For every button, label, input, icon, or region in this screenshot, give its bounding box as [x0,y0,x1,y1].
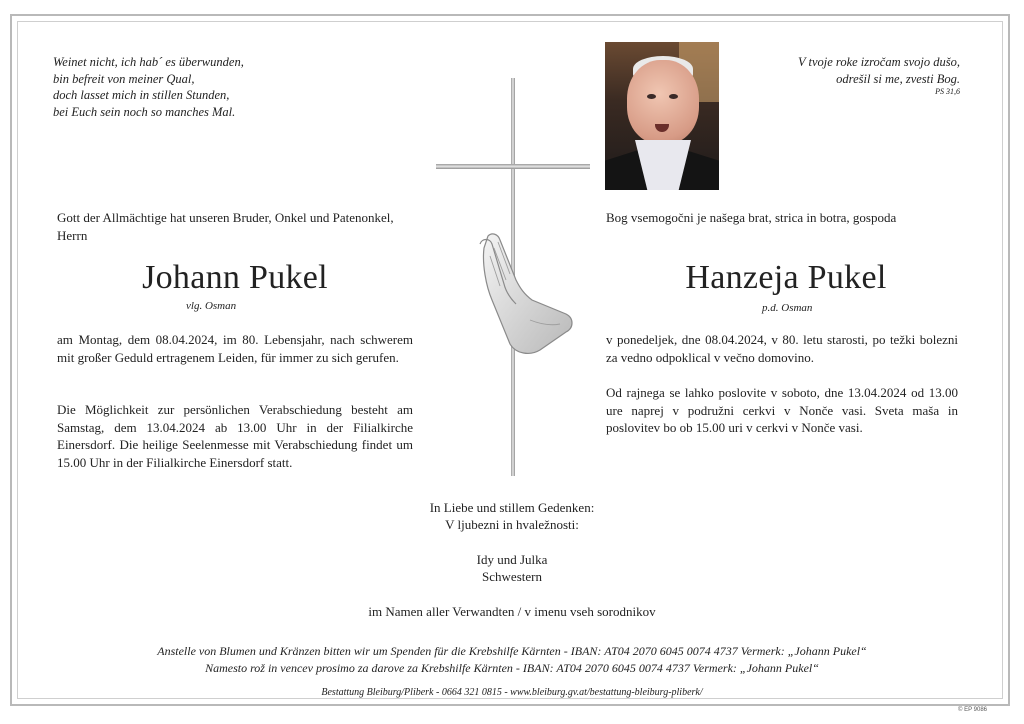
poem-line: Weinet nicht, ich hab´ es überwunden, [53,55,244,69]
poem-line: bin befreit von meiner Qual, [53,71,195,86]
mourner-names: Idy und Julka [476,552,548,567]
house-name-slovenian: p.d. Osman [762,302,813,314]
donation-request-german: Anstelle von Blumen und Kränzen bitten wir um Spenden für die Krebshilfe Kärnten - IBAN: AT04 2070 6045 0074 4737 Vermerk: „Johann Pukel“ [157,644,867,658]
portrait-photo [605,42,719,190]
donation-request-slovenian: Namesto rož in vencev prosimo za darove za Krebshilfe Kärnten - IBAN: AT04 2070 6045 0074 4737 Vermerk: „Johann Pukel“ [205,661,819,675]
funeral-home-footer: Bestattung Bleiburg/Pliberk - 0664 321 0815 - www.bleiburg.gv.at/bestattung-bleiburg-pliberk/ [321,687,703,698]
mourning-line-german: In Liebe und stillem Gedenken: [429,500,595,515]
farewell-info-slovenian: Od rajnega se lahko poslovite v soboto, dne 13.04.2024 od 13.00 ure naprej v podružni cerkvi v Nonče vasi. Sveta maša in poslovitev bo ob 15.00 uri v cerkvi v Nonče vasi. [606,385,958,435]
farewell-info-german: Die Möglichkeit zur persönlichen Verabschiedung besteht am Samstag, dem 13.04.2024 ab 13.00 Uhr in der Filialkirche Einersdorf. Die heilige Seelenmesse mit Verabschiedung findet um 15.00 Uhr in der Filialkirche Einersdorf statt. [57,402,413,470]
psalm-quote-slovenian [740,54,960,97]
deceased-name-slovenian: Hanzeja Pukel [685,259,887,296]
quote-line: odrešil si me, zvesti Bog. [836,71,960,86]
quote-source: PS 31,6 [935,87,960,96]
print-code: © EP 9086 [958,707,987,713]
intro-slovenian: Bog vsemogočni je našega brat, strica in botra, gospoda [606,210,897,225]
intro-german: Gott der Allmächtige hat unseren Bruder, Onkel und Patenonkel, Herrn [57,210,394,243]
poem-line: bei Euch sein noch so manches Mal. [53,104,236,119]
mourner-relation: Schwestern [482,569,542,584]
house-name-german: vlg. Osman [186,300,237,312]
praying-hands-icon [470,228,580,358]
death-notice-german: am Montag, dem 08.04.2024, im 80. Lebensjahr, nach schwerem mit großer Geduld ertragenem Leiden, für immer zu sich gerufen. [57,332,413,365]
mourning-line-slovenian: V ljubezni in hvaležnosti: [445,517,579,532]
poem-line: doch lasset mich in stillen Stunden, [53,88,230,102]
relatives-line: im Namen aller Verwandten / v imenu vseh sorodnikov [368,604,656,619]
cross-bar [436,164,590,169]
quote-line: V tvoje roke izročam svojo dušo, [797,55,960,69]
death-notice-slovenian: v ponedeljek, dne 08.04.2024, v 80. letu starosti, po težki bolezni za vedno odpoklical v večno domovino. [606,332,958,365]
deceased-name-german: Johann Pukel [142,259,328,296]
poem-german [53,54,313,120]
